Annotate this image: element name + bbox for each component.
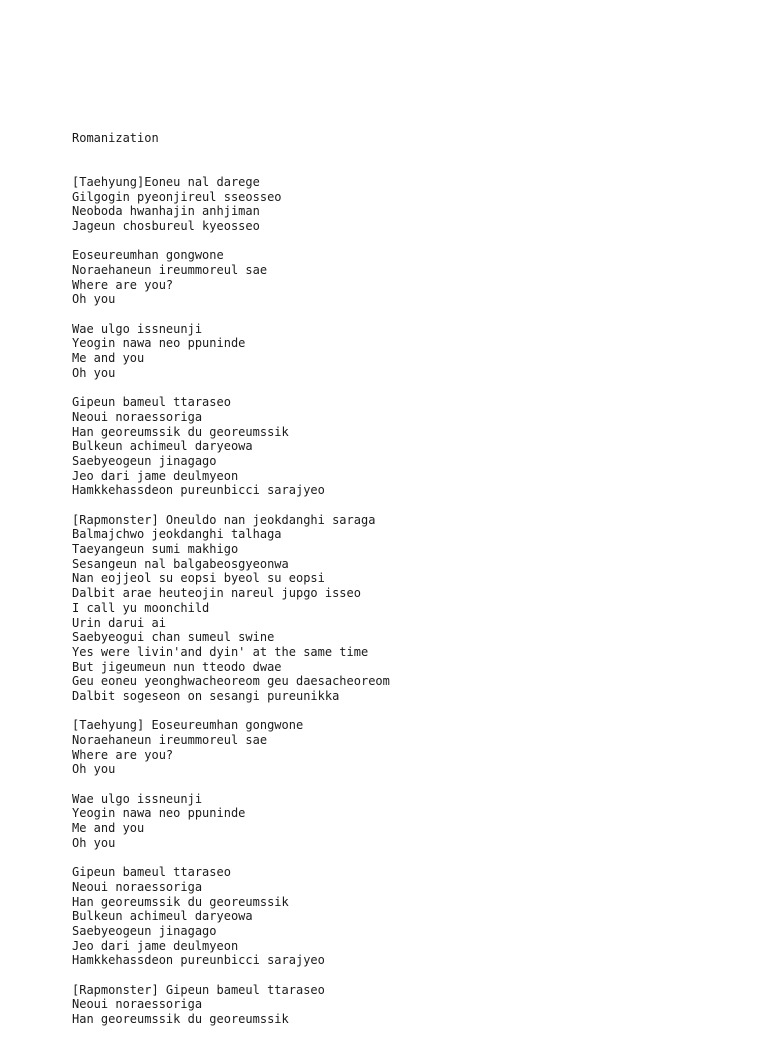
lyric-line: Han georeumssik du georeumssik <box>72 424 289 439</box>
lyric-line: Geu eoneu yeonghwacheoreom geu daesacheoreom <box>72 674 390 689</box>
lyric-line: Urin darui ai <box>72 615 166 630</box>
lyric-line: Sesangeun nal balgabeosgyeonwa <box>72 556 289 571</box>
lyric-line: Yeogin nawa neo ppuninde <box>72 336 246 351</box>
lyric-line: [Rapmonster] Gipeun bameul ttaraseo <box>72 982 325 997</box>
lyric-line: Me and you <box>72 351 145 366</box>
lyric-line: Saebyeogui chan sumeul swine <box>72 630 275 645</box>
lyric-line: Neoui noraessoriga <box>72 409 203 424</box>
lyric-line: Where are you? <box>72 277 174 292</box>
lyric-line: But jigeumeun nun tteodo dwae <box>72 659 282 674</box>
lyric-line: [Taehyung] Eoseureumhan gongwone <box>72 718 304 733</box>
lyric-line: Oh you <box>72 365 116 380</box>
lyric-line: [Taehyung]Eoneu nal darege <box>72 174 260 189</box>
lyrics-body <box>72 101 732 1026</box>
lyric-stanza <box>72 513 732 704</box>
lyric-line: Noraehaneun ireummoreul sae <box>72 263 268 278</box>
document-title: Romanization <box>72 130 159 145</box>
lyric-stanza <box>72 248 732 307</box>
lyric-line: Neoui noraessoriga <box>72 997 203 1012</box>
lyric-line: Where are you? <box>72 747 174 762</box>
lyric-line: Hamkkehassdeon pureunbicci sarajyeo <box>72 483 325 498</box>
lyric-line: Dalbit sogeseon on sesangi pureunikka <box>72 688 340 703</box>
lyric-line: Wae ulgo issneunji <box>72 321 203 336</box>
lyric-line: Neoboda hwanhajin anhjiman <box>72 204 260 219</box>
lyric-line: Oh you <box>72 835 116 850</box>
lyric-line: Bulkeun achimeul daryeowa <box>72 439 253 454</box>
lyric-line: Bulkeun achimeul daryeowa <box>72 909 253 924</box>
lyric-stanza <box>72 322 732 381</box>
lyric-stanza <box>72 983 732 1027</box>
lyric-line: Gilgogin pyeonjireul sseosseo <box>72 189 282 204</box>
lyric-stanza <box>72 792 732 851</box>
lyric-line: Han georeumssik du georeumssik <box>72 1012 289 1027</box>
lyric-line: Eoseureumhan gongwone <box>72 248 224 263</box>
lyric-line: [Rapmonster] Oneuldo nan jeokdanghi saraga <box>72 512 376 527</box>
lyric-stanza <box>72 865 732 968</box>
lyric-line: Neoui noraessoriga <box>72 879 203 894</box>
lyric-line: Han georeumssik du georeumssik <box>72 894 289 909</box>
lyric-line: Wae ulgo issneunji <box>72 791 203 806</box>
lyric-line: Taeyangeun sumi makhigo <box>72 542 239 557</box>
lyric-line: Dalbit arae heuteojin nareul jupgo isseo <box>72 586 361 601</box>
lyric-line: Me and you <box>72 821 145 836</box>
lyric-line: Gipeun bameul ttaraseo <box>72 395 231 410</box>
lyric-line: Yes were livin'and dyin' at the same time <box>72 644 369 659</box>
lyric-line: Balmajchwo jeokdanghi talhaga <box>72 527 282 542</box>
lyric-line: Oh you <box>72 292 116 307</box>
lyrics-document <box>72 72 732 1056</box>
lyric-line: Gipeun bameul ttaraseo <box>72 865 231 880</box>
lyric-line: Hamkkehassdeon pureunbicci sarajyeo <box>72 953 325 968</box>
lyric-stanza <box>72 175 732 234</box>
lyric-line: Jeo dari jame deulmyeon <box>72 468 239 483</box>
lyric-stanza <box>72 718 732 777</box>
lyric-line: Oh you <box>72 762 116 777</box>
lyric-line: Yeogin nawa neo ppuninde <box>72 806 246 821</box>
lyric-line: Jageun chosbureul kyeosseo <box>72 218 260 233</box>
lyric-line: Jeo dari jame deulmyeon <box>72 938 239 953</box>
lyric-line: Nan eojjeol su eopsi byeol su eopsi <box>72 571 325 586</box>
lyric-line: Saebyeogeun jinagago <box>72 923 217 938</box>
lyric-line: I call yu moonchild <box>72 600 210 615</box>
lyric-line: Saebyeogeun jinagago <box>72 453 217 468</box>
lyric-line: Noraehaneun ireummoreul sae <box>72 733 268 748</box>
lyric-stanza <box>72 395 732 498</box>
